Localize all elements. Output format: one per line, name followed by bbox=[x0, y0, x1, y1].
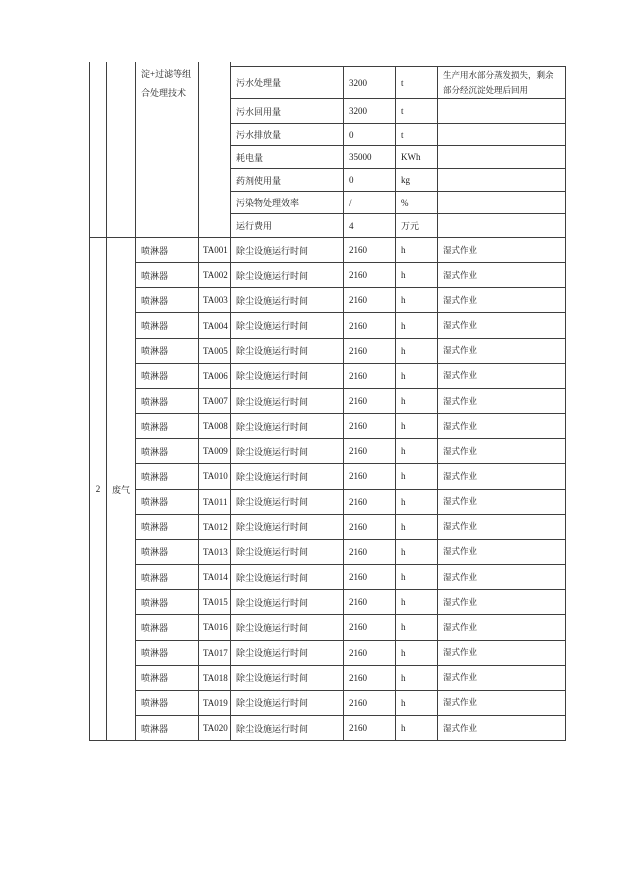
table-row bbox=[136, 439, 566, 464]
device-code-cell: TA005 bbox=[199, 339, 231, 363]
indicator-unit-cell: h bbox=[396, 565, 438, 589]
table-row bbox=[231, 67, 566, 99]
indicator-unit-cell: h bbox=[396, 313, 438, 337]
table-row bbox=[231, 99, 566, 124]
device-code-cell: TA014 bbox=[199, 565, 231, 589]
indicator-value-cell: 2160 bbox=[344, 263, 396, 287]
treatment-note-cell: 淀+过滤等组合处理技术 bbox=[136, 62, 199, 237]
indicator-label-cell: 除尘设施运行时间 bbox=[231, 389, 344, 413]
indicator-unit-cell: t bbox=[396, 99, 438, 123]
indicator-value-cell: 2160 bbox=[344, 414, 396, 438]
indicator-unit-cell: h bbox=[396, 691, 438, 715]
device-code-cell: TA012 bbox=[199, 515, 231, 539]
indicator-label-cell: 污染物处理效率 bbox=[231, 192, 344, 213]
indicator-label-cell: 除尘设施运行时间 bbox=[231, 716, 344, 740]
indicator-value-cell: 2160 bbox=[344, 490, 396, 514]
indicator-remark-cell: 湿式作业 bbox=[438, 364, 566, 388]
indicator-remark-cell: 湿式作业 bbox=[438, 439, 566, 463]
device-name-cell: 喷淋器 bbox=[136, 339, 199, 363]
indicator-label-cell: 除尘设施运行时间 bbox=[231, 364, 344, 388]
indicator-label-cell: 除尘设施运行时间 bbox=[231, 439, 344, 463]
indicator-remark-cell: 湿式作业 bbox=[438, 464, 566, 488]
table-row bbox=[136, 339, 566, 364]
indicator-value-cell: 2160 bbox=[344, 439, 396, 463]
indicator-value-cell: 2160 bbox=[344, 364, 396, 388]
indicator-value-cell: 2160 bbox=[344, 464, 396, 488]
indicator-value-cell: 35000 bbox=[344, 146, 396, 168]
device-name-cell: 喷淋器 bbox=[136, 540, 199, 564]
indicator-value-cell: 2160 bbox=[344, 691, 396, 715]
device-code-cell: TA001 bbox=[199, 238, 231, 262]
table-row bbox=[136, 716, 566, 740]
indicator-unit-cell: h bbox=[396, 590, 438, 614]
indicator-remark-cell: 湿式作业 bbox=[438, 389, 566, 413]
device-code-cell: TA011 bbox=[199, 490, 231, 514]
indicator-unit-cell: t bbox=[396, 67, 438, 98]
device-name-cell: 喷淋器 bbox=[136, 716, 199, 740]
indicator-label-cell: 除尘设施运行时间 bbox=[231, 515, 344, 539]
device-name-cell: 喷淋器 bbox=[136, 641, 199, 665]
environmental-data-table bbox=[89, 62, 566, 741]
indicator-value-cell: 2160 bbox=[344, 313, 396, 337]
device-code-cell: TA015 bbox=[199, 590, 231, 614]
indicator-label-cell: 药剂使用量 bbox=[231, 169, 344, 191]
indicator-label-cell: 除尘设施运行时间 bbox=[231, 339, 344, 363]
device-code-cell: TA007 bbox=[199, 389, 231, 413]
indicator-unit-cell: h bbox=[396, 540, 438, 564]
indicator-remark-cell: 湿式作业 bbox=[438, 313, 566, 337]
device-name-cell: 喷淋器 bbox=[136, 288, 199, 312]
indicator-remark-cell: 湿式作业 bbox=[438, 691, 566, 715]
device-code-cell: TA020 bbox=[199, 716, 231, 740]
indicator-unit-cell: t bbox=[396, 124, 438, 145]
table-row bbox=[136, 313, 566, 338]
table-row bbox=[136, 364, 566, 389]
device-name-cell: 喷淋器 bbox=[136, 691, 199, 715]
indicator-value-cell: 4 bbox=[344, 214, 396, 237]
indicator-value-cell: 2160 bbox=[344, 515, 396, 539]
device-name-cell: 喷淋器 bbox=[136, 414, 199, 438]
table-row bbox=[231, 169, 566, 192]
indicator-unit-cell: h bbox=[396, 464, 438, 488]
indicator-label-cell: 除尘设施运行时间 bbox=[231, 490, 344, 514]
table-row bbox=[136, 691, 566, 716]
indicator-remark-cell: 湿式作业 bbox=[438, 490, 566, 514]
indicator-value-cell: 2160 bbox=[344, 565, 396, 589]
indicator-label-cell: 除尘设施运行时间 bbox=[231, 590, 344, 614]
device-code-cell: TA003 bbox=[199, 288, 231, 312]
indicator-label-cell: 污水回用量 bbox=[231, 99, 344, 123]
indicator-value-cell: 2160 bbox=[344, 288, 396, 312]
table-row bbox=[136, 565, 566, 590]
indicator-label-cell: 除尘设施运行时间 bbox=[231, 313, 344, 337]
indicator-remark-cell: 湿式作业 bbox=[438, 414, 566, 438]
device-code-cell: TA019 bbox=[199, 691, 231, 715]
indicator-remark-cell: 湿式作业 bbox=[438, 615, 566, 639]
indicator-label-cell: 运行费用 bbox=[231, 214, 344, 237]
device-name-cell: 喷淋器 bbox=[136, 389, 199, 413]
indicator-unit-cell: KWh bbox=[396, 146, 438, 168]
indicator-unit-cell: h bbox=[396, 515, 438, 539]
device-name-cell: 喷淋器 bbox=[136, 364, 199, 388]
row-index-column-empty bbox=[90, 62, 107, 237]
indicator-remark-cell bbox=[438, 214, 566, 237]
indicator-unit-cell: % bbox=[396, 192, 438, 213]
indicator-remark-cell: 湿式作业 bbox=[438, 590, 566, 614]
indicator-value-cell: 2160 bbox=[344, 590, 396, 614]
device-code-cell: TA004 bbox=[199, 313, 231, 337]
indicator-remark-cell bbox=[438, 124, 566, 145]
indicator-unit-cell: h bbox=[396, 615, 438, 639]
indicator-remark-cell bbox=[438, 169, 566, 191]
indicator-label-cell: 除尘设施运行时间 bbox=[231, 540, 344, 564]
code-column-empty bbox=[199, 62, 231, 237]
indicator-value-cell: 3200 bbox=[344, 67, 396, 98]
indicator-remark-cell: 湿式作业 bbox=[438, 666, 566, 690]
device-code-cell: TA010 bbox=[199, 464, 231, 488]
indicator-unit-cell: h bbox=[396, 641, 438, 665]
device-name-cell: 喷淋器 bbox=[136, 590, 199, 614]
indicator-value-cell: 2160 bbox=[344, 615, 396, 639]
indicator-remark-cell: 湿式作业 bbox=[438, 515, 566, 539]
waste-gas-section bbox=[89, 237, 566, 741]
indicator-value-cell: 2160 bbox=[344, 339, 396, 363]
table-row bbox=[136, 389, 566, 414]
device-name-cell: 喷淋器 bbox=[136, 615, 199, 639]
indicator-label-cell: 除尘设施运行时间 bbox=[231, 414, 344, 438]
indicator-value-cell: 3200 bbox=[344, 99, 396, 123]
indicator-value-cell: 0 bbox=[344, 169, 396, 191]
indicator-unit-cell: h bbox=[396, 490, 438, 514]
device-code-cell: TA016 bbox=[199, 615, 231, 639]
indicator-remark-cell: 湿式作业 bbox=[438, 565, 566, 589]
indicator-label-cell: 除尘设施运行时间 bbox=[231, 288, 344, 312]
device-code-cell: TA006 bbox=[199, 364, 231, 388]
indicator-unit-cell: kg bbox=[396, 169, 438, 191]
indicator-remark-cell bbox=[438, 146, 566, 168]
indicator-label-cell: 除尘设施运行时间 bbox=[231, 666, 344, 690]
table-row bbox=[136, 615, 566, 640]
table-row bbox=[136, 464, 566, 489]
device-name-cell: 喷淋器 bbox=[136, 515, 199, 539]
table-row bbox=[136, 238, 566, 263]
table-row bbox=[136, 666, 566, 691]
device-name-cell: 喷淋器 bbox=[136, 490, 199, 514]
indicator-label-cell: 耗电量 bbox=[231, 146, 344, 168]
indicator-unit-cell: h bbox=[396, 414, 438, 438]
table-row bbox=[231, 192, 566, 214]
indicator-value-cell: 2160 bbox=[344, 666, 396, 690]
indicator-value-cell: 2160 bbox=[344, 641, 396, 665]
indicator-remark-cell bbox=[438, 192, 566, 213]
device-name-cell: 喷淋器 bbox=[136, 263, 199, 287]
indicator-value-cell: 2160 bbox=[344, 389, 396, 413]
table-row bbox=[136, 515, 566, 540]
device-code-cell: TA008 bbox=[199, 414, 231, 438]
indicator-value-cell: / bbox=[344, 192, 396, 213]
table-row bbox=[231, 214, 566, 238]
indicator-remark-cell: 湿式作业 bbox=[438, 641, 566, 665]
device-code-cell: TA009 bbox=[199, 439, 231, 463]
table-row bbox=[136, 641, 566, 666]
device-code-cell: TA017 bbox=[199, 641, 231, 665]
device-name-cell: 喷淋器 bbox=[136, 439, 199, 463]
indicator-remark-cell: 湿式作业 bbox=[438, 263, 566, 287]
indicator-label-cell: 除尘设施运行时间 bbox=[231, 464, 344, 488]
indicator-label-cell: 除尘设施运行时间 bbox=[231, 238, 344, 262]
device-name-cell: 喷淋器 bbox=[136, 666, 199, 690]
indicator-value-cell: 2160 bbox=[344, 716, 396, 740]
indicator-unit-cell: h bbox=[396, 364, 438, 388]
indicator-label-cell: 除尘设施运行时间 bbox=[231, 263, 344, 287]
table-row bbox=[136, 490, 566, 515]
table-row bbox=[231, 124, 566, 146]
row-index-cell: 2 bbox=[90, 238, 107, 740]
indicator-label-cell: 除尘设施运行时间 bbox=[231, 565, 344, 589]
sprayer-rows bbox=[136, 238, 566, 740]
indicator-value-cell: 0 bbox=[344, 124, 396, 145]
table-row bbox=[136, 414, 566, 439]
table-row bbox=[231, 146, 566, 169]
indicator-unit-cell: h bbox=[396, 288, 438, 312]
device-name-cell: 喷淋器 bbox=[136, 313, 199, 337]
category-column-empty bbox=[107, 62, 136, 237]
indicator-label-cell: 除尘设施运行时间 bbox=[231, 615, 344, 639]
indicator-label-cell: 污水处理量 bbox=[231, 67, 344, 98]
indicator-remark-cell: 湿式作业 bbox=[438, 288, 566, 312]
table-row bbox=[136, 263, 566, 288]
indicator-value-cell: 2160 bbox=[344, 238, 396, 262]
indicator-unit-cell: 万元 bbox=[396, 214, 438, 237]
device-code-cell: TA013 bbox=[199, 540, 231, 564]
indicator-remark-cell: 湿式作业 bbox=[438, 339, 566, 363]
indicator-value-cell: 2160 bbox=[344, 540, 396, 564]
indicator-remark-cell: 湿式作业 bbox=[438, 540, 566, 564]
table-row bbox=[136, 288, 566, 313]
device-code-cell: TA002 bbox=[199, 263, 231, 287]
device-name-cell: 喷淋器 bbox=[136, 238, 199, 262]
indicator-remark-cell: 湿式作业 bbox=[438, 238, 566, 262]
device-name-cell: 喷淋器 bbox=[136, 464, 199, 488]
indicator-label-cell: 除尘设施运行时间 bbox=[231, 641, 344, 665]
indicator-label-cell: 除尘设施运行时间 bbox=[231, 691, 344, 715]
indicator-unit-cell: h bbox=[396, 339, 438, 363]
indicator-unit-cell: h bbox=[396, 389, 438, 413]
top-sub-table bbox=[231, 66, 566, 237]
table-row bbox=[136, 590, 566, 615]
indicator-remark-cell: 湿式作业 bbox=[438, 716, 566, 740]
table-row bbox=[136, 540, 566, 565]
indicator-unit-cell: h bbox=[396, 439, 438, 463]
indicator-label-cell: 污水排放量 bbox=[231, 124, 344, 145]
category-cell: 废气 bbox=[107, 238, 136, 740]
device-code-cell: TA018 bbox=[199, 666, 231, 690]
indicator-unit-cell: h bbox=[396, 666, 438, 690]
indicator-remark-cell bbox=[438, 99, 566, 123]
indicator-unit-cell: h bbox=[396, 238, 438, 262]
wastewater-section bbox=[89, 62, 566, 237]
indicator-unit-cell: h bbox=[396, 263, 438, 287]
indicator-remark-cell: 生产用水部分蒸发损失，剩余部分经沉淀处理后回用 bbox=[438, 67, 566, 98]
device-name-cell: 喷淋器 bbox=[136, 565, 199, 589]
indicator-unit-cell: h bbox=[396, 716, 438, 740]
